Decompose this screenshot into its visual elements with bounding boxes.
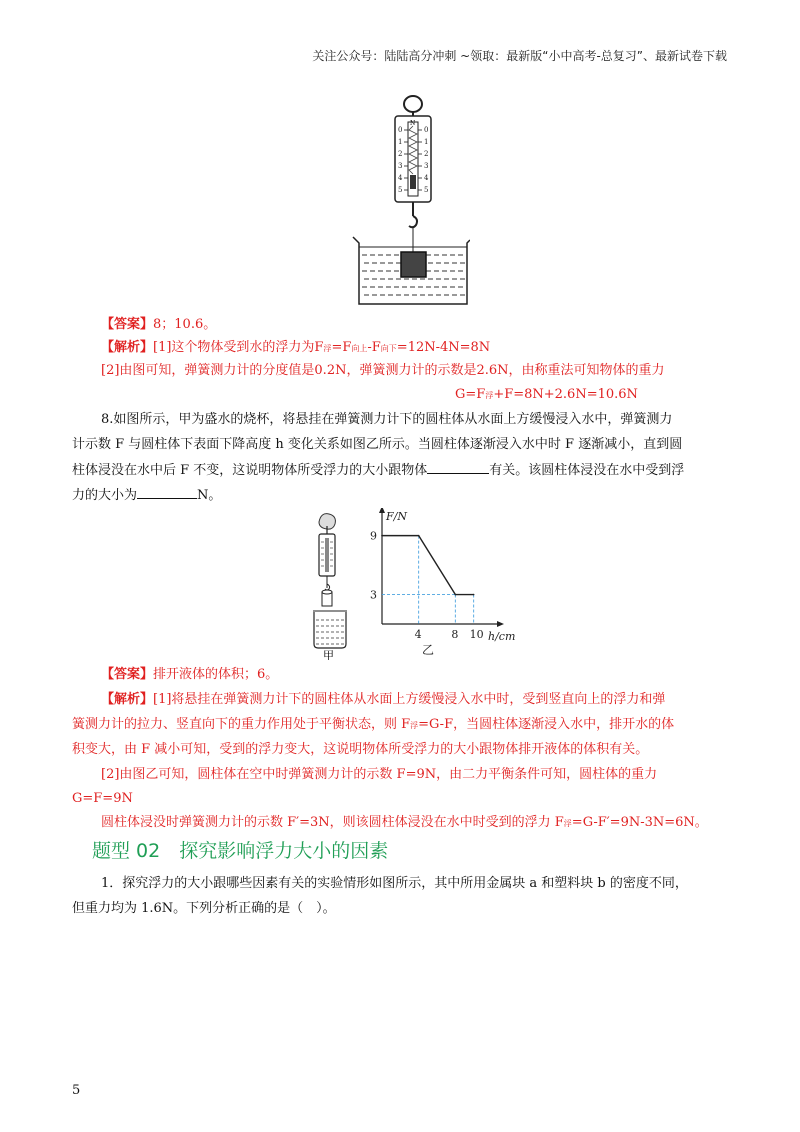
analysis-line: 【解析】[1]这个物体受到水的浮力为F浮=F向上-F向下=12N-4N=8N	[101, 340, 491, 355]
question-line: 力的大小为 N。	[72, 485, 221, 506]
figure-label-jia: 甲	[323, 649, 334, 660]
data-point	[473, 594, 475, 596]
x-axis-label: h/cm	[488, 630, 516, 643]
data-point	[455, 594, 457, 596]
x-axis-arrow	[497, 621, 504, 627]
right-tick-label: 1	[424, 138, 429, 146]
figure-label-yi: 乙	[422, 643, 435, 657]
spring-scale-beaker-figure	[350, 92, 470, 308]
left-tick-label: 0	[398, 126, 403, 134]
analysis-line: 积变大，由 F 减小可知，受到的浮力变大，这说明物体所受浮力的大小跟物体排开液体的体积有关。	[72, 742, 649, 757]
right-tick-label: 2	[424, 150, 429, 158]
left-tick-label: 3	[398, 162, 403, 170]
analysis-line: [2]由图乙可知，圆柱体在空中时弹簧测力计的示数 F=9N，由二力平衡条件可知，圆柱体的重力	[101, 767, 658, 782]
y-axis-label: F/N	[386, 510, 407, 523]
answer-line: 【答案】8；10.6。	[101, 317, 217, 332]
question-line: 8.如图所示，甲为盛水的烧杯，将悬挂在弹簧测力计下的圆柱体从水面上方缓慢浸入水中，弹簧测力	[101, 412, 673, 427]
y-tick-label: 3	[370, 588, 377, 602]
answer-blank	[137, 485, 197, 499]
right-tick-label: 5	[424, 186, 429, 194]
right-tick-label: 4	[424, 174, 429, 182]
analysis-line: 【解析】[1]将悬挂在弹簧测力计下的圆柱体从水面上方缓慢浸入水中时，受到竖直向上的浮力和弹	[101, 692, 666, 707]
x-tick-label: 4	[414, 628, 422, 641]
analysis-line: 簧测力计的拉力、竖直向下的重力作用处于平衡状态，则 F浮=G-F，当圆柱体逐渐浸入水中，排开水的体	[72, 717, 675, 732]
question-line: 但重力均为 1.6N。下列分析正确的是（ ）。	[72, 901, 336, 916]
data-line	[382, 536, 474, 595]
y-axis-arrow	[379, 508, 385, 513]
left-tick-label: 2	[398, 150, 403, 158]
analysis-line: G=F浮+F=8N+2.6N=10.6N	[455, 387, 638, 402]
scale-unit-label: N	[410, 120, 416, 127]
answer-blank	[427, 460, 489, 474]
y-tick-label: 9	[370, 529, 377, 543]
left-tick-label: 4	[398, 174, 403, 182]
x-tick-label: 10	[469, 628, 484, 641]
left-tick-label: 5	[398, 186, 403, 194]
analysis-line: [2]由图可知，弹簧测力计的分度值是0.2N，弹簧测力计的示数是2.6N，由称重法可知物体的重力	[101, 363, 665, 378]
page-header: 关注公众号：陆陆高分冲刺 ~领取：最新版“小中高考-总复习”、最新试卷下载	[312, 49, 727, 63]
f-h-chart	[360, 508, 520, 660]
analysis-line: G=F=9N	[72, 791, 133, 806]
question-line: 计示数 F 与圆柱体下表面下降高度 h 变化关系如图乙所示。当圆柱体逐渐浸入水中时 F 逐渐减小，直到圆	[72, 437, 683, 452]
x-tick-label: 8	[451, 628, 459, 641]
apparatus-jia-figure	[305, 508, 355, 660]
right-tick-label: 3	[424, 162, 429, 170]
question-line: 1．探究浮力的大小跟哪些因素有关的实验情形如图所示，其中所用金属块 a 和塑料块 b 的密度不同，	[101, 876, 688, 891]
question-line: 柱体浸没在水中后 F 不变，这说明物体所受浮力的大小跟物体 有关。该圆柱体浸没在水中受到浮	[72, 460, 684, 481]
section-title: 题型 02 探究影响浮力大小的因素	[92, 840, 389, 862]
right-tick-label: 0	[424, 126, 429, 134]
left-tick-label: 1	[398, 138, 403, 146]
answer-line: 【答案】排开液体的体积；6。	[101, 667, 279, 682]
analysis-line: 圆柱体浸没时弹簧测力计的示数 F′=3N，则该圆柱体浸没在水中时受到的浮力 F浮=G-F′=9N-3N=6N。	[101, 815, 708, 830]
data-point	[418, 535, 420, 537]
data-point	[381, 535, 383, 537]
page-number: 5	[72, 1083, 81, 1098]
